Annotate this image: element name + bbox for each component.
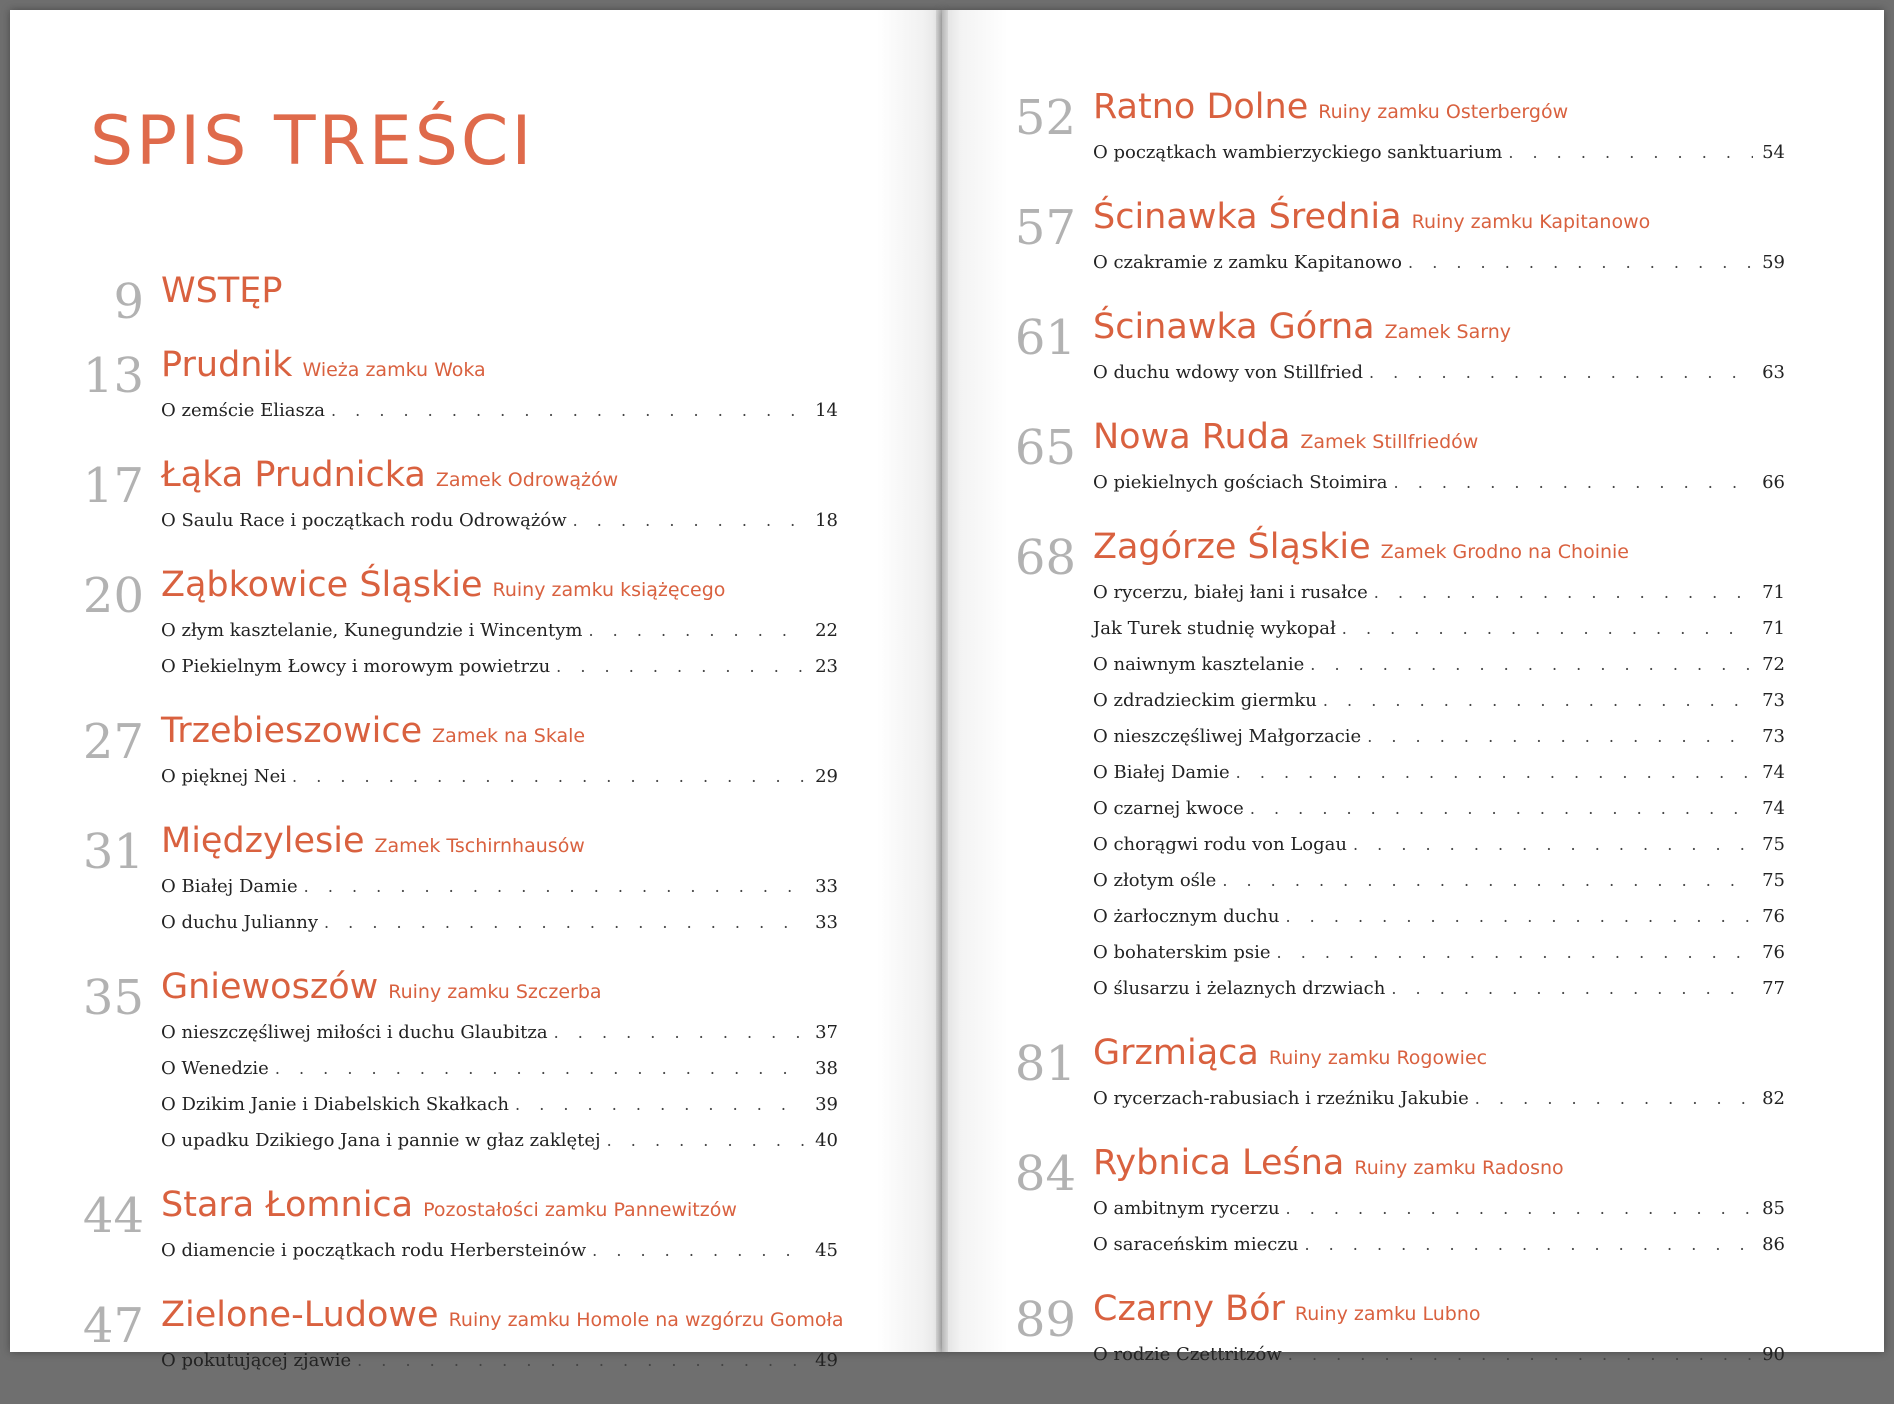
page-title: SPIS TREŚCI bbox=[90, 102, 535, 181]
entry-page-number: 77 bbox=[1762, 978, 1785, 999]
entry-page-number: 39 bbox=[815, 1094, 838, 1115]
entry-page-number: 71 bbox=[1762, 582, 1785, 603]
chapter-page-number: 17 bbox=[82, 458, 144, 514]
chapter-title bbox=[1093, 416, 1478, 458]
entry-page-number: 40 bbox=[815, 1130, 838, 1151]
entry-page-number: 23 bbox=[815, 656, 838, 677]
chapter-title bbox=[1093, 86, 1568, 128]
chapter-place-name: Prudnik bbox=[161, 345, 293, 385]
chapter-heading[interactable] bbox=[1010, 86, 1785, 146]
toc-entry[interactable] bbox=[1093, 942, 1785, 978]
chapter-subtitle: Ruiny zamku Kapitanowo bbox=[1411, 211, 1651, 233]
dot-leader bbox=[331, 401, 806, 420]
toc-entry[interactable] bbox=[1093, 726, 1785, 762]
toc-entry[interactable] bbox=[1093, 1234, 1785, 1270]
chapter-subtitle: Zamek Tschirnhausów bbox=[374, 835, 585, 857]
entry-title: O nieszczęśliwej Małgorzacie bbox=[1093, 726, 1362, 747]
toc-chapter bbox=[78, 966, 838, 1166]
toc-entry[interactable] bbox=[1093, 798, 1785, 834]
chapter-title bbox=[161, 564, 725, 606]
toc-entry[interactable] bbox=[161, 400, 838, 436]
chapter-heading[interactable] bbox=[1010, 526, 1785, 586]
dot-leader bbox=[1236, 763, 1753, 782]
toc-entry[interactable] bbox=[1093, 142, 1785, 178]
chapter-page-number: 52 bbox=[1014, 90, 1076, 146]
toc-entry[interactable] bbox=[161, 1350, 838, 1386]
entry-title: O złym kasztelanie, Kunegundzie i Wincentym bbox=[161, 620, 583, 641]
entry-page-number: 82 bbox=[1762, 1088, 1785, 1109]
chapter-subtitle: Ruiny zamku Homole na wzgórzu Gomoła bbox=[448, 1309, 844, 1331]
chapter-heading[interactable] bbox=[1010, 306, 1785, 366]
toc-entry[interactable] bbox=[1093, 1088, 1785, 1124]
chapter-heading[interactable] bbox=[78, 710, 838, 770]
dot-leader bbox=[573, 511, 806, 530]
entry-page-number: 38 bbox=[815, 1058, 838, 1079]
chapter-heading[interactable] bbox=[78, 454, 838, 514]
toc-entry[interactable] bbox=[1093, 582, 1785, 618]
toc-entry[interactable] bbox=[1093, 906, 1785, 942]
toc-entry[interactable] bbox=[1093, 252, 1785, 288]
entry-title: O upadku Dzikiego Jana i pannie w głaz zaklętej bbox=[161, 1130, 601, 1151]
chapter-page-number: 84 bbox=[1014, 1146, 1076, 1202]
toc-chapter bbox=[78, 344, 838, 436]
chapter-page-number: 47 bbox=[82, 1298, 144, 1354]
toc-entry[interactable] bbox=[1093, 618, 1785, 654]
chapter-place-name: Łąka Prudnicka bbox=[161, 455, 426, 495]
entry-page-number: 14 bbox=[815, 400, 838, 421]
entry-page-number: 76 bbox=[1762, 942, 1785, 963]
chapter-title bbox=[1093, 306, 1511, 348]
toc-chapter bbox=[1010, 1288, 1785, 1380]
entry-title: O diamencie i początkach rodu Herbersteinów bbox=[161, 1240, 587, 1261]
chapter-subtitle: Ruiny zamku Rogowiec bbox=[1268, 1047, 1488, 1069]
toc-chapter bbox=[1010, 196, 1785, 288]
chapter-title bbox=[161, 710, 585, 752]
toc-chapter bbox=[78, 1294, 844, 1386]
entry-page-number: 33 bbox=[815, 876, 838, 897]
toc-entry[interactable] bbox=[1093, 834, 1785, 870]
dot-leader bbox=[1285, 907, 1753, 926]
toc-entry[interactable] bbox=[161, 1240, 838, 1276]
chapter-place-name: Czarny Bór bbox=[1093, 1289, 1285, 1329]
toc-entry[interactable] bbox=[161, 1058, 838, 1094]
chapter-title bbox=[1093, 526, 1629, 568]
entry-page-number: 54 bbox=[1762, 142, 1785, 163]
toc-chapter bbox=[78, 1184, 838, 1276]
dot-leader bbox=[1353, 835, 1753, 854]
chapter-subtitle: Zamek Stillfriedów bbox=[1300, 431, 1479, 453]
toc-entry[interactable] bbox=[161, 1094, 838, 1130]
chapter-page-number: 44 bbox=[82, 1188, 144, 1244]
dot-leader bbox=[1222, 871, 1753, 890]
toc-entry[interactable] bbox=[1093, 690, 1785, 726]
dot-leader bbox=[1286, 1199, 1753, 1218]
chapter-heading[interactable] bbox=[78, 966, 838, 1026]
entry-title: O naiwnym kasztelanie bbox=[1093, 654, 1305, 675]
toc-entry[interactable] bbox=[1093, 472, 1785, 508]
toc-chapter bbox=[1010, 526, 1785, 1014]
dot-leader bbox=[1369, 363, 1753, 382]
chapter-title bbox=[161, 454, 618, 496]
chapter-heading[interactable] bbox=[1010, 1288, 1785, 1348]
chapter-subtitle: Zamek Odrowążów bbox=[435, 469, 619, 491]
chapter-heading[interactable] bbox=[1010, 196, 1785, 256]
toc-entry[interactable] bbox=[1093, 362, 1785, 398]
dot-leader bbox=[324, 913, 806, 932]
chapter-heading[interactable] bbox=[78, 1184, 838, 1244]
toc-entry[interactable] bbox=[161, 912, 838, 948]
entry-title: O Dzikim Janie i Diabelskich Skałkach bbox=[161, 1094, 510, 1115]
toc-entry[interactable] bbox=[1093, 978, 1785, 1014]
chapter-title bbox=[1093, 1142, 1564, 1184]
chapter-page-number: 65 bbox=[1014, 420, 1076, 476]
toc-chapter bbox=[1010, 1032, 1785, 1124]
entry-page-number: 90 bbox=[1762, 1344, 1785, 1365]
toc-chapter bbox=[1010, 416, 1785, 508]
entry-title: O nieszczęśliwej miłości i duchu Glaubitza bbox=[161, 1022, 548, 1043]
entry-page-number: 76 bbox=[1762, 906, 1785, 927]
chapter-heading[interactable] bbox=[1010, 416, 1785, 476]
entry-page-number: 66 bbox=[1762, 472, 1785, 493]
chapter-page-number: 89 bbox=[1014, 1292, 1076, 1348]
dot-leader bbox=[607, 1131, 806, 1150]
entry-page-number: 73 bbox=[1762, 690, 1785, 711]
toc-chapter bbox=[1010, 1142, 1785, 1270]
chapter-subtitle: Ruiny zamku Osterbergów bbox=[1318, 101, 1569, 123]
toc-entry[interactable] bbox=[1093, 1344, 1785, 1380]
chapter-place-name: Międzylesie bbox=[161, 821, 365, 861]
entry-page-number: 75 bbox=[1762, 834, 1785, 855]
chapter-title bbox=[161, 1184, 737, 1226]
toc-chapter bbox=[78, 454, 838, 546]
chapter-subtitle: Ruiny zamku Lubno bbox=[1294, 1303, 1481, 1325]
dot-leader bbox=[1277, 943, 1753, 962]
chapter-page-number: 20 bbox=[82, 568, 144, 624]
entry-title: O bohaterskim psie bbox=[1093, 942, 1271, 963]
toc-entry[interactable] bbox=[1093, 654, 1785, 690]
entry-page-number: 59 bbox=[1762, 252, 1785, 273]
entry-title: O pięknej Nei bbox=[161, 766, 287, 787]
chapter-heading[interactable] bbox=[78, 1294, 844, 1354]
toc-chapter bbox=[78, 710, 838, 802]
toc-chapter bbox=[78, 820, 838, 948]
entry-title: O duchu wdowy von Stillfried bbox=[1093, 362, 1363, 383]
entry-page-number: 22 bbox=[815, 620, 838, 641]
entry-title: O czakramie z zamku Kapitanowo bbox=[1093, 252, 1403, 273]
toc-entry[interactable] bbox=[161, 1022, 838, 1058]
entry-title: O chorągwi rodu von Logau bbox=[1093, 834, 1347, 855]
entry-title: O duchu Julianny bbox=[161, 912, 318, 933]
chapter-place-name: Stara Łomnica bbox=[161, 1185, 414, 1225]
entry-title: O pokutującej zjawie bbox=[161, 1350, 352, 1371]
chapter-heading[interactable] bbox=[78, 820, 838, 880]
toc-entry[interactable] bbox=[161, 876, 838, 912]
chapter-place-name: Nowa Ruda bbox=[1093, 417, 1291, 457]
entry-page-number: 72 bbox=[1762, 654, 1785, 675]
chapter-place-name: WSTĘP bbox=[161, 271, 283, 311]
toc-entry[interactable] bbox=[161, 620, 838, 656]
dot-leader bbox=[1408, 253, 1753, 272]
toc-chapter bbox=[78, 564, 838, 692]
book-gutter bbox=[936, 10, 948, 1352]
toc-entry[interactable] bbox=[1093, 870, 1785, 906]
entry-title: O piekielnych gościach Stoimira bbox=[1093, 472, 1388, 493]
chapter-title bbox=[1093, 1288, 1481, 1330]
dot-leader bbox=[1475, 1089, 1753, 1108]
dot-leader bbox=[304, 877, 806, 896]
toc-entry[interactable] bbox=[161, 656, 838, 692]
dot-leader bbox=[1508, 143, 1753, 162]
dot-leader bbox=[1394, 473, 1753, 492]
entry-page-number: 29 bbox=[815, 766, 838, 787]
dot-leader bbox=[1323, 691, 1753, 710]
entry-page-number: 49 bbox=[815, 1350, 838, 1371]
chapter-subtitle: Zamek Grodno na Choinie bbox=[1380, 541, 1629, 563]
entry-page-number: 73 bbox=[1762, 726, 1785, 747]
chapter-place-name: Ratno Dolne bbox=[1093, 87, 1309, 127]
entry-title: O Wenedzie bbox=[161, 1058, 269, 1079]
chapter-title bbox=[1093, 1032, 1487, 1074]
chapter-title bbox=[161, 270, 282, 312]
toc-entry[interactable] bbox=[161, 510, 838, 546]
chapter-place-name: Zielone-Ludowe bbox=[161, 1295, 439, 1335]
entry-page-number: 18 bbox=[815, 510, 838, 531]
chapter-subtitle: Pozostałości zamku Pannewitzów bbox=[423, 1199, 737, 1221]
dot-leader bbox=[1304, 1235, 1753, 1254]
chapter-subtitle: Zamek na Skale bbox=[432, 725, 586, 747]
toc-entry[interactable] bbox=[1093, 1198, 1785, 1234]
dot-leader bbox=[1367, 727, 1753, 746]
chapter-page-number: 31 bbox=[82, 824, 144, 880]
entry-page-number: 74 bbox=[1762, 798, 1785, 819]
chapter-heading[interactable] bbox=[78, 344, 838, 404]
chapter-title bbox=[161, 1294, 844, 1336]
entry-title: O czarnej kwoce bbox=[1093, 798, 1244, 819]
chapter-heading[interactable] bbox=[78, 270, 838, 330]
entry-title: O żarłocznym duchu bbox=[1093, 906, 1280, 927]
chapter-heading[interactable] bbox=[1010, 1032, 1785, 1092]
entry-title: Jak Turek studnię wykopał bbox=[1093, 618, 1336, 639]
entry-page-number: 37 bbox=[815, 1022, 838, 1043]
entry-title: O złotym ośle bbox=[1093, 870, 1217, 891]
chapter-place-name: Grzmiąca bbox=[1093, 1033, 1259, 1073]
dot-leader bbox=[592, 1241, 806, 1260]
toc-entry[interactable] bbox=[161, 1130, 838, 1166]
chapter-page-number: 81 bbox=[1014, 1036, 1076, 1092]
entry-title: O początkach wambierzyckiego sanktuarium bbox=[1093, 142, 1503, 163]
chapter-place-name: Zagórze Śląskie bbox=[1093, 527, 1371, 567]
dot-leader bbox=[1374, 583, 1753, 602]
toc-chapter bbox=[78, 270, 838, 330]
entry-page-number: 63 bbox=[1762, 362, 1785, 383]
entry-title: O Saulu Race i początkach rodu Odrowążów bbox=[161, 510, 567, 531]
entry-title: O Białej Damie bbox=[1093, 762, 1230, 783]
chapter-subtitle: Ruiny zamku Szczerba bbox=[388, 981, 602, 1003]
entry-title: O zdradzieckim giermku bbox=[1093, 690, 1317, 711]
chapter-place-name: Trzebieszowice bbox=[161, 711, 423, 751]
chapter-title bbox=[161, 344, 486, 386]
chapter-page-number: 9 bbox=[113, 274, 144, 330]
entry-title: O Białej Damie bbox=[161, 876, 298, 897]
entry-page-number: 74 bbox=[1762, 762, 1785, 783]
chapter-page-number: 13 bbox=[82, 348, 144, 404]
chapter-subtitle: Ruiny zamku książęcego bbox=[492, 579, 726, 601]
dot-leader bbox=[1250, 799, 1753, 818]
chapter-page-number: 27 bbox=[82, 714, 144, 770]
dot-leader bbox=[556, 657, 806, 676]
chapter-page-number: 68 bbox=[1014, 530, 1076, 586]
chapter-place-name: Ścinawka Górna bbox=[1093, 307, 1375, 347]
chapter-place-name: Ścinawka Średnia bbox=[1093, 197, 1402, 237]
dot-leader bbox=[588, 621, 806, 640]
entry-title: O ambitnym rycerzu bbox=[1093, 1198, 1280, 1219]
entry-title: O saraceńskim mieczu bbox=[1093, 1234, 1299, 1255]
toc-left-column bbox=[78, 270, 844, 1404]
toc-chapter bbox=[1010, 86, 1785, 178]
entry-title: O Piekielnym Łowcy i morowym powietrzu bbox=[161, 656, 551, 677]
dot-leader bbox=[292, 767, 806, 786]
chapter-page-number: 57 bbox=[1014, 200, 1076, 256]
chapter-place-name: Rybnica Leśna bbox=[1093, 1143, 1345, 1183]
chapter-subtitle: Wieża zamku Woka bbox=[302, 359, 486, 381]
entry-title: O rycerzu, białej łani i rusałce bbox=[1093, 582, 1368, 603]
entry-title: O ślusarzu i żelaznych drzwiach bbox=[1093, 978, 1386, 999]
toc-right-column bbox=[1010, 86, 1785, 1398]
dot-leader bbox=[275, 1059, 806, 1078]
dot-leader bbox=[554, 1023, 806, 1042]
dot-leader bbox=[515, 1095, 806, 1114]
dot-leader bbox=[1310, 655, 1753, 674]
dot-leader bbox=[1288, 1345, 1753, 1364]
dot-leader bbox=[357, 1351, 806, 1370]
chapter-heading[interactable] bbox=[1010, 1142, 1785, 1202]
entry-page-number: 33 bbox=[815, 912, 838, 933]
chapter-heading[interactable] bbox=[78, 564, 838, 624]
toc-entry[interactable] bbox=[1093, 762, 1785, 798]
toc-chapter bbox=[1010, 306, 1785, 398]
chapter-subtitle: Zamek Sarny bbox=[1384, 321, 1511, 343]
chapter-page-number: 35 bbox=[82, 970, 144, 1026]
chapter-title bbox=[161, 966, 602, 1008]
chapter-title bbox=[1093, 196, 1650, 238]
toc-entry[interactable] bbox=[161, 766, 838, 802]
dot-leader bbox=[1342, 619, 1753, 638]
entry-page-number: 45 bbox=[815, 1240, 838, 1261]
chapter-place-name: Gniewoszów bbox=[161, 967, 379, 1007]
chapter-page-number: 61 bbox=[1014, 310, 1076, 366]
entry-page-number: 85 bbox=[1762, 1198, 1785, 1219]
entry-title: O rycerzach-rabusiach i rzeźniku Jakubie bbox=[1093, 1088, 1469, 1109]
entry-title: O rodzie Czettritzów bbox=[1093, 1344, 1282, 1365]
dot-leader bbox=[1391, 979, 1753, 998]
chapter-title bbox=[161, 820, 585, 862]
chapter-subtitle: Ruiny zamku Radosno bbox=[1354, 1157, 1564, 1179]
entry-page-number: 86 bbox=[1762, 1234, 1785, 1255]
chapter-place-name: Ząbkowice Śląskie bbox=[161, 565, 483, 605]
entry-page-number: 71 bbox=[1762, 618, 1785, 639]
entry-page-number: 75 bbox=[1762, 870, 1785, 891]
entry-title: O zemście Eliasza bbox=[161, 400, 325, 421]
